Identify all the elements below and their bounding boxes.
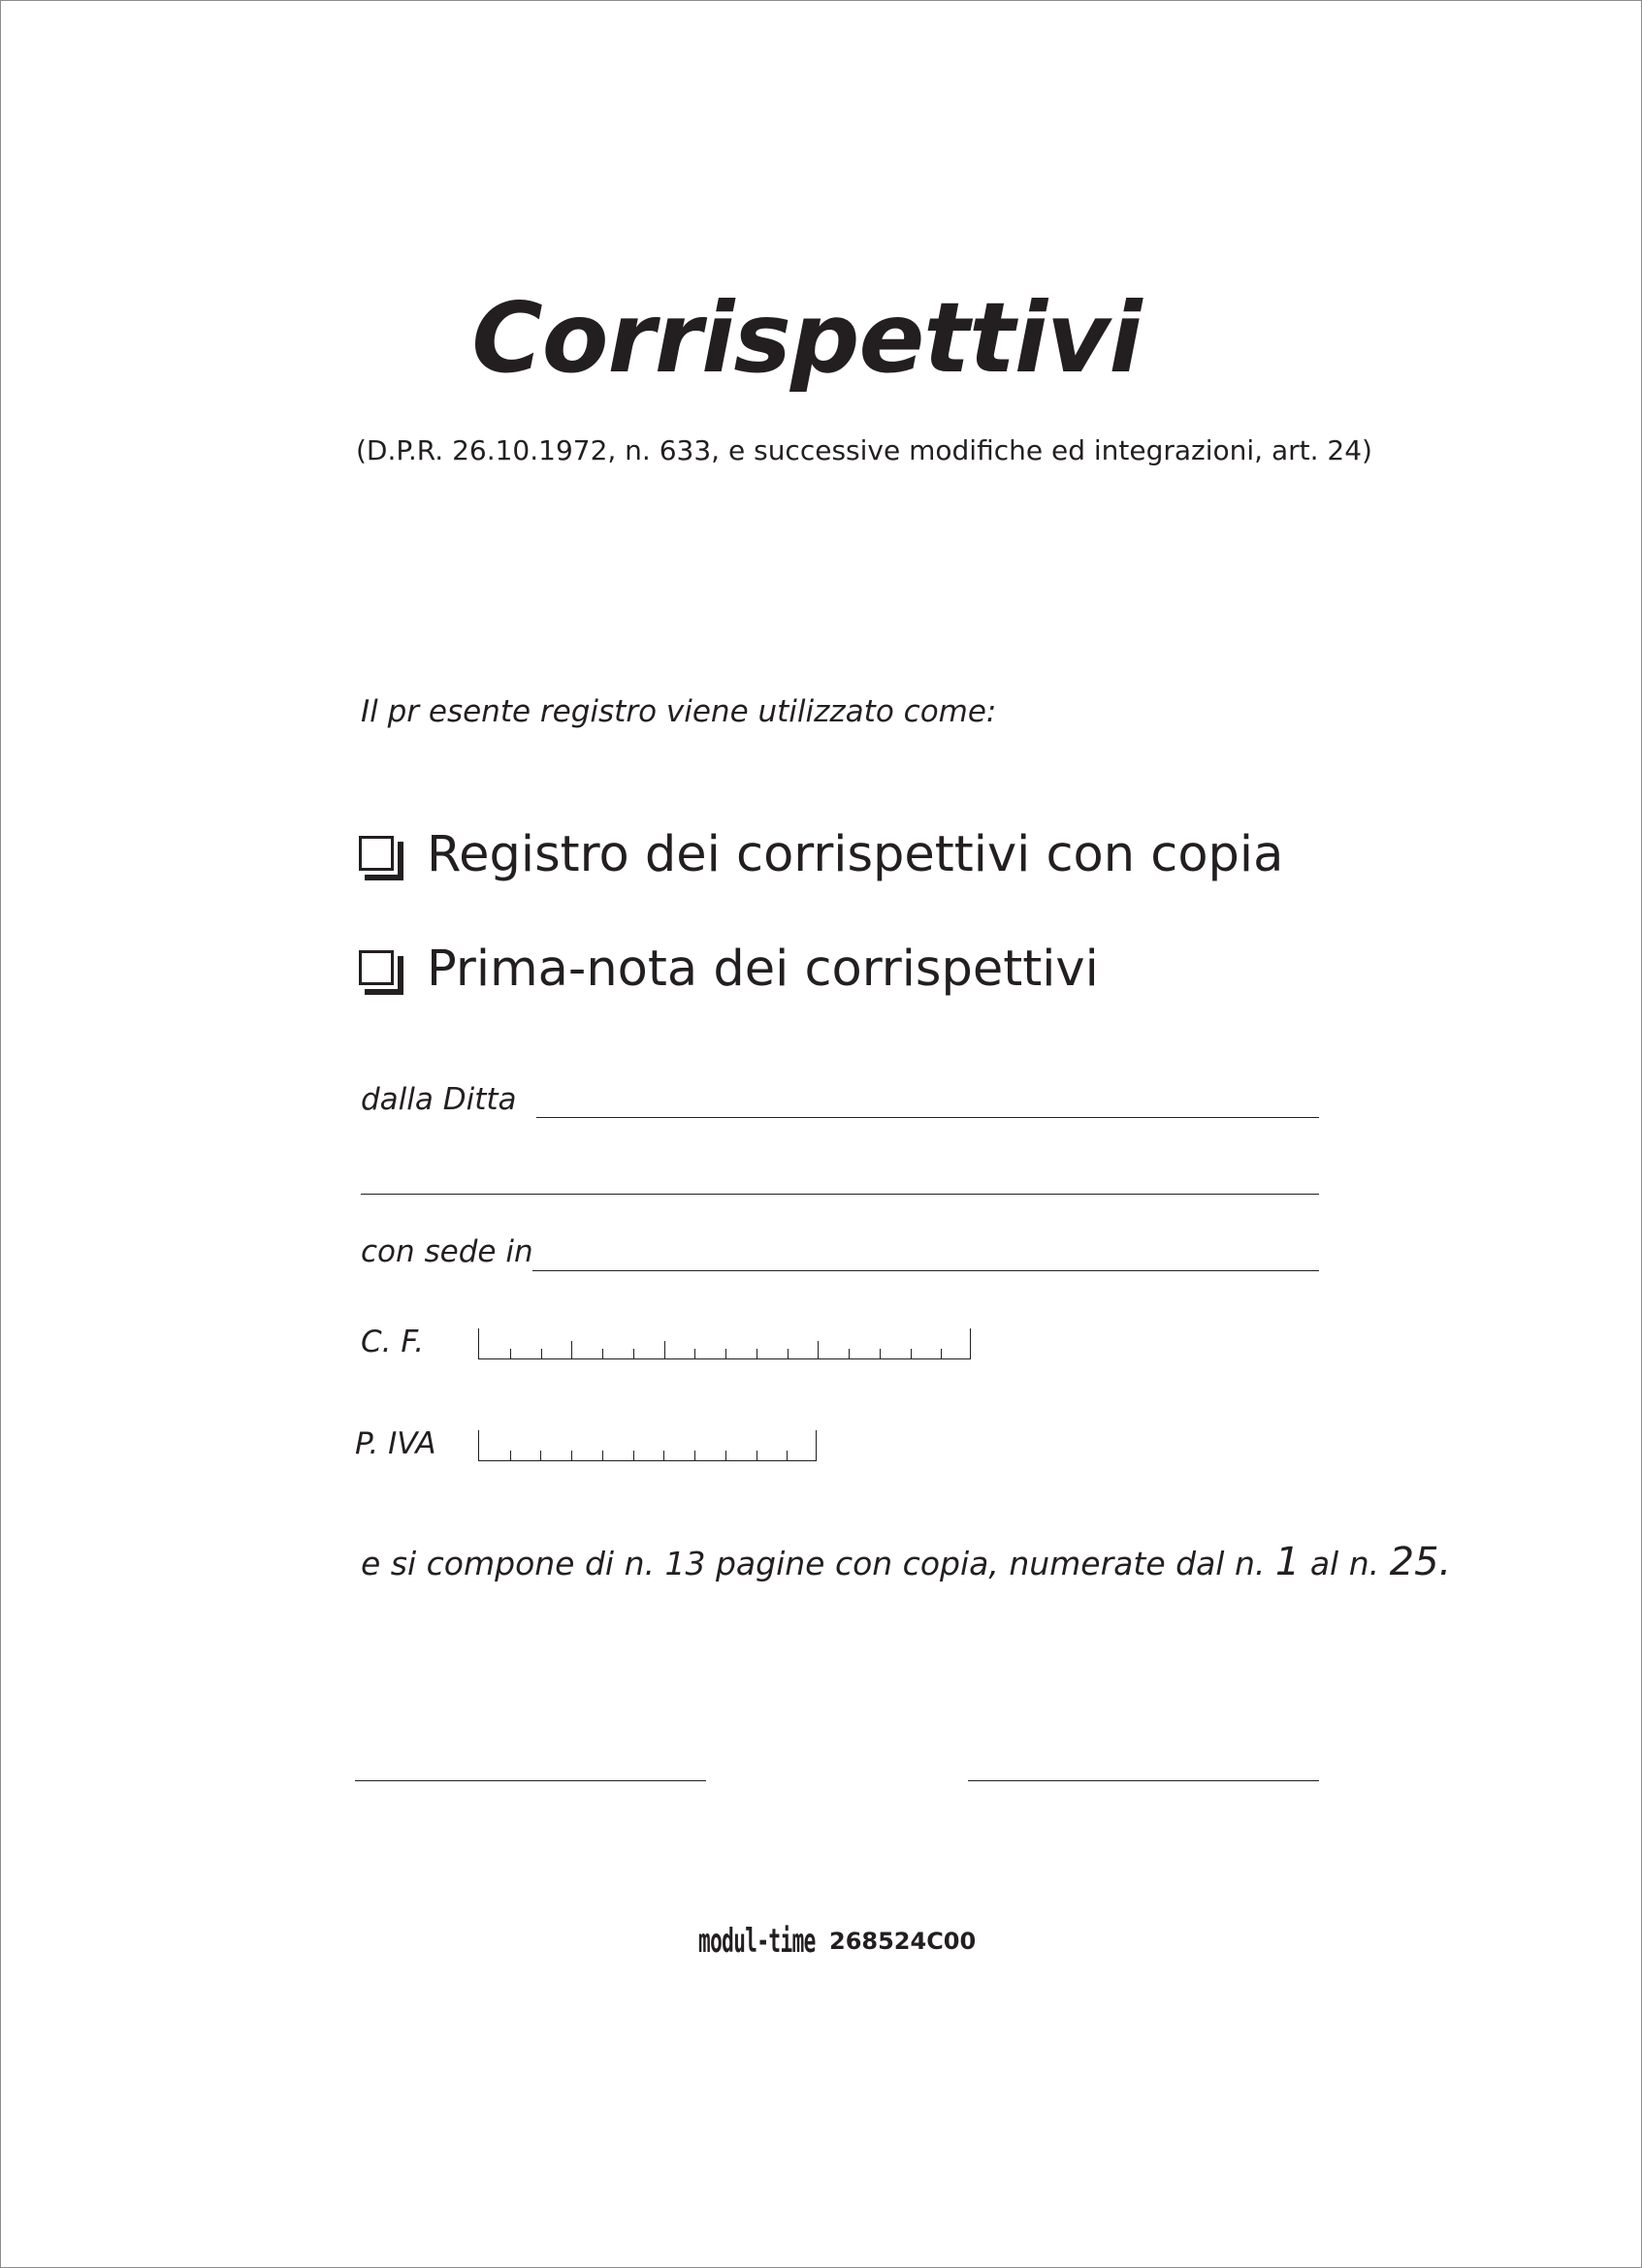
option-prima-nota[interactable] [359,941,1099,998]
cell-divider [633,1349,634,1358]
cell-divider [694,1349,695,1358]
composition-middle: al n. [1309,1545,1380,1582]
cell-divider [602,1349,603,1358]
signature-line-left[interactable] [355,1780,706,1781]
composition-from: 1 [1274,1540,1301,1584]
usage-intro: Il pr esente registro viene utilizzato come: [361,694,997,729]
cell-divider [849,1349,850,1358]
cell-divider [664,1341,665,1358]
cell-divider [663,1451,664,1460]
cell-divider [510,1349,511,1358]
sede-label: con sede in [361,1234,533,1269]
cell-divider [788,1349,789,1358]
option-prima-nota-label: Prima-nota dei corrispettivi [427,941,1099,998]
cell-divider [633,1451,634,1460]
ditta-field[interactable] [536,1117,1319,1118]
legal-reference: (D.P.R. 26.10.1972, n. 633, e successive modifiche ed integrazioni, art. 24) [356,434,1372,466]
composition-suffix: . [1438,1540,1452,1584]
cell-divider [725,1349,726,1358]
cell-divider [725,1451,726,1460]
cell-divider [694,1451,695,1460]
checkbox-registro[interactable] [359,836,398,875]
cell-divider [880,1349,881,1358]
sede-field[interactable] [532,1270,1319,1271]
cf-label: C. F. [361,1325,425,1359]
cf-input-boxes[interactable] [478,1328,971,1359]
piva-input-boxes[interactable] [478,1430,817,1461]
option-registro-label: Registro dei corrispettivi con copia [427,826,1284,883]
signature-line-right[interactable] [968,1780,1319,1781]
composition-prefix: e si compone di n. 13 pagine con copia, numerate dal n. [361,1545,1266,1582]
ditta-field-second-line[interactable] [361,1194,1319,1195]
piva-label: P. IVA [355,1426,436,1461]
cell-divider [787,1451,788,1460]
brand-logo: modul-time [698,1922,816,1961]
cell-divider [510,1451,511,1460]
cell-divider [541,1349,542,1358]
page-title: Corrispettivi [471,281,1142,395]
cell-divider [941,1349,942,1358]
cell-divider [818,1341,819,1358]
cell-divider [911,1349,912,1358]
composition-statement [361,1540,1451,1584]
option-registro[interactable] [359,826,1283,883]
cell-divider [540,1451,541,1460]
ditta-label: dalla Ditta [361,1082,517,1117]
checkbox-prima-nota[interactable] [359,950,398,989]
cell-divider [571,1341,572,1358]
product-code: 268524C00 [829,1928,977,1955]
cell-divider [602,1451,603,1460]
cell-divider [571,1451,572,1460]
composition-to: 25 [1389,1540,1439,1584]
